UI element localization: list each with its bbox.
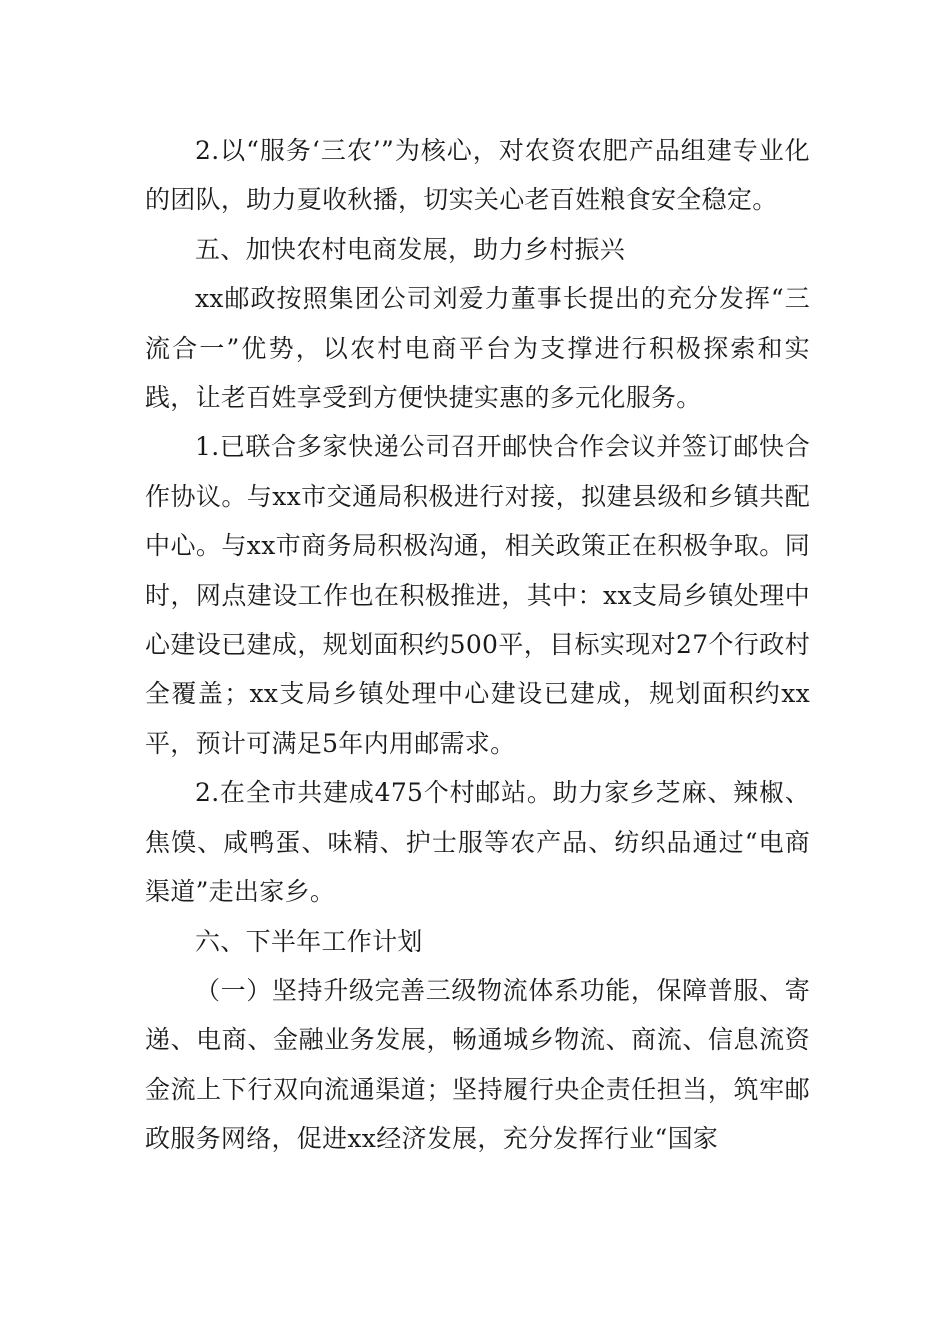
paragraph-ecommerce-intro: xx邮政按照集团公司刘爱力董事长提出的充分发挥“三流合一”优势，以农村电商平台为支撑进行积极探索和实践，让老百姓享受到方便快捷实惠的多元化服务。 xyxy=(145,284,810,413)
paragraph-courier-cooperation: 1.已联合多家快递公司召开邮快合作会议并签订邮快合作协议。与xx市交通局积极进行对接，拟建县级和乡镇共配中心。与xx市商务局积极沟通，相关政策正在积极争取。同时，网点建设工作也在积极推进，其中：xx支局乡镇处理中心建设已建成，规划面积约500平，目标实现对27个行政村全覆盖；xx支局乡镇处理中心建设已建成，规划面积约xx平，预计可满足5年内用邮需求。 xyxy=(145,432,810,758)
paragraph-agri-service: 2.以“服务‘三农’”为核心，对农资农肥产品组建专业化的团队，助力夏收秋播，切实关心老百姓粮食安全稳定。 xyxy=(145,136,810,215)
paragraph-village-stations: 2.在全市共建成475个村邮站。助力家乡芝麻、辣椒、焦馍、咸鸭蛋、味精、护士服等农产品、纺织品通过“电商渠道”走出家乡。 xyxy=(145,778,810,907)
section-heading-five: 五、加快农村电商发展，助力乡村振兴 xyxy=(195,234,626,264)
section-heading-six: 六、下半年工作计划 xyxy=(195,926,423,956)
document-body xyxy=(145,126,810,1164)
paragraph-plan-one: （一）坚持升级完善三级物流体系功能，保障普服、寄递、电商、金融业务发展，畅通城乡物流、商流、信息流资金流上下行双向流通渠道；坚持履行央企责任担当，筑牢邮政服务网络，促进xx经济发展，充分发挥行业“国家 xyxy=(145,975,810,1154)
